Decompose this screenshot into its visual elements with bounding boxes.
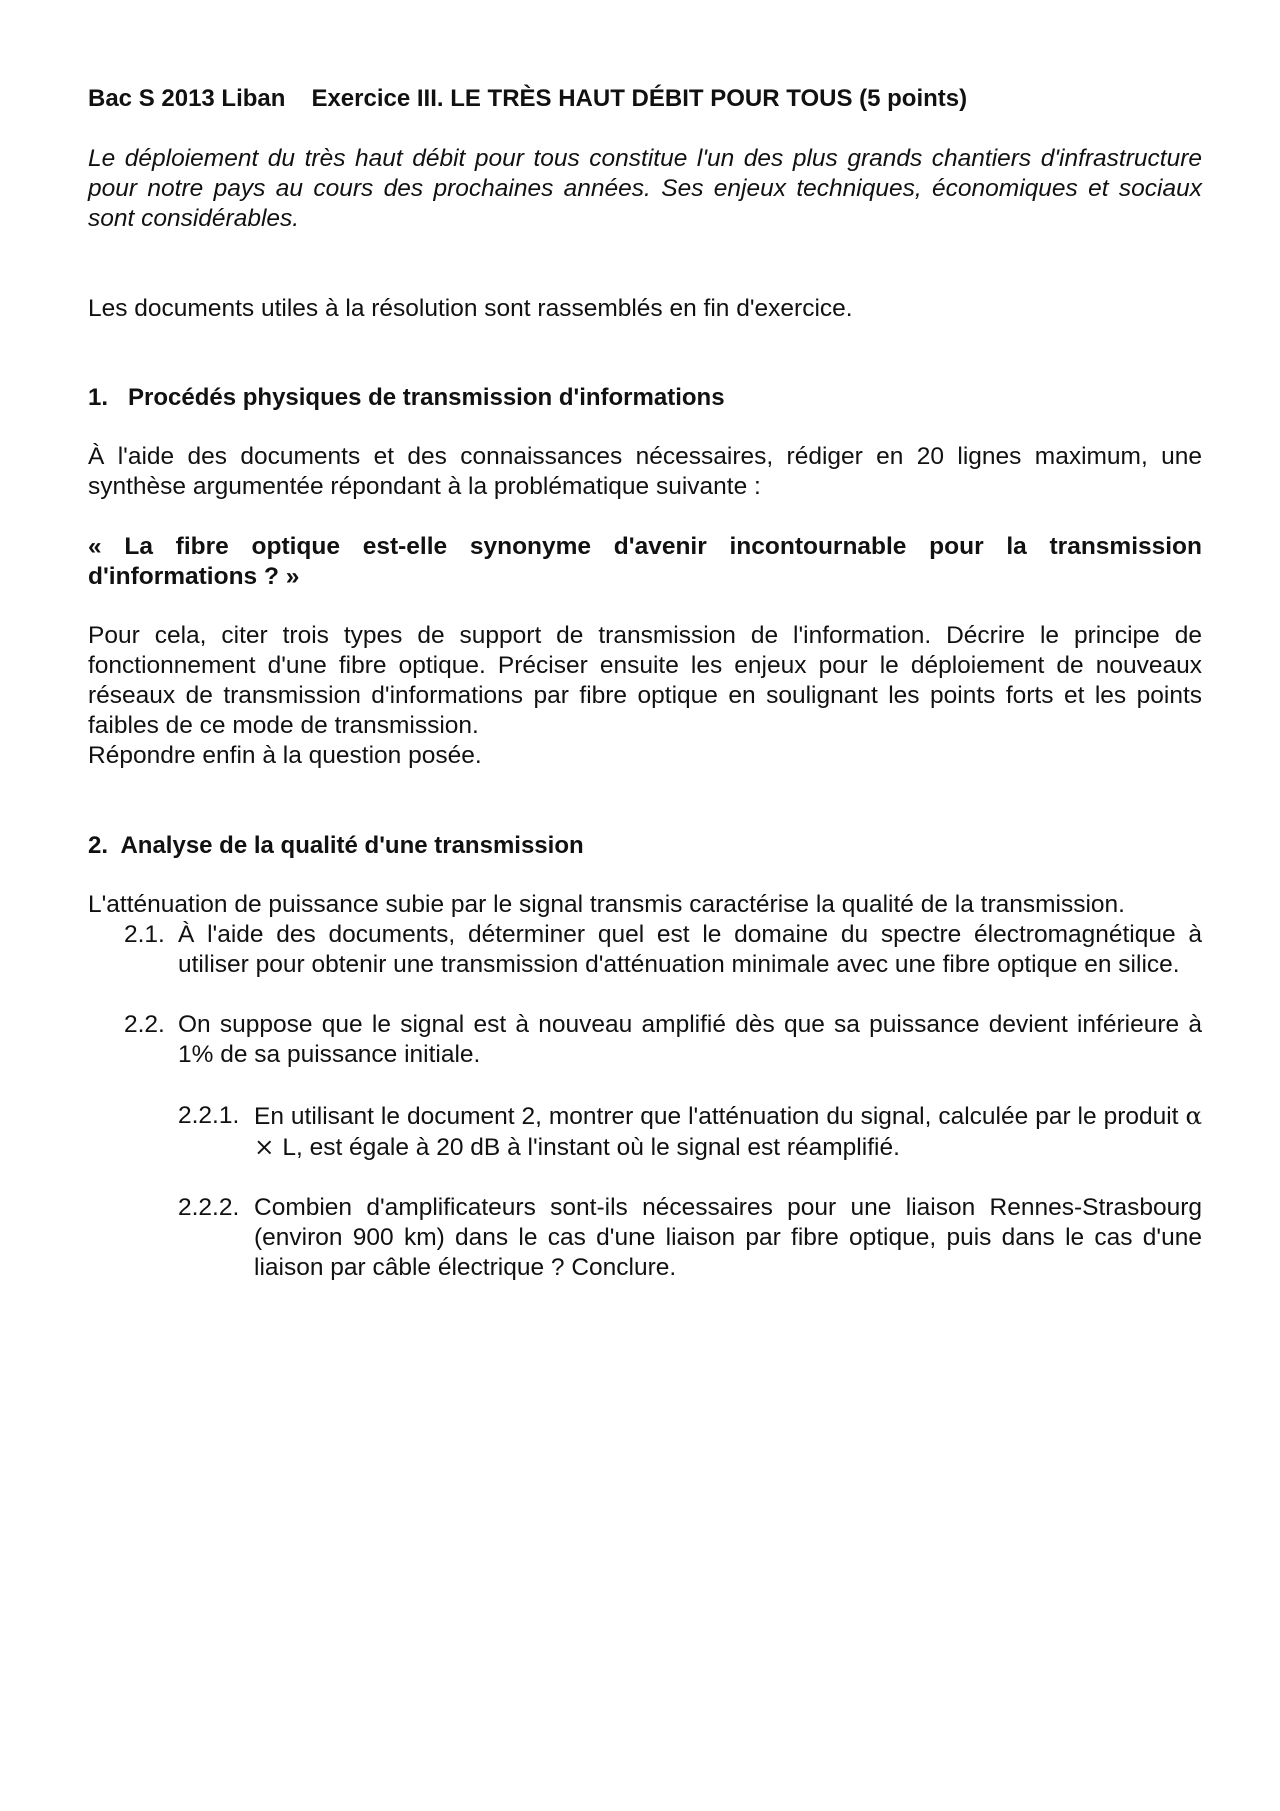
question-number: 2.1. xyxy=(124,921,165,948)
documents-note: Les documents utiles à la résolution sont rassemblés en fin d'exercice. xyxy=(88,295,853,322)
question-text: On suppose que le signal est à nouveau amplifié dès que sa puissance devient inférieure à 1% de sa puissance initiale. xyxy=(178,1011,1202,1068)
problem-statement: « La fibre optique est-elle synonyme d'avenir incontournable pour la transmission d'informations ? » xyxy=(88,533,1202,590)
question-2-2-1 xyxy=(88,1101,1202,1163)
intro-paragraph: Le déploiement du très haut débit pour tous constitue l'un des plus grands chantiers d'infrastructure pour notre pays au cours des prochaines années. Ses enjeux techniques, économiques et sociaux sont considérables. xyxy=(88,145,1202,232)
question-2-2 xyxy=(88,1010,1202,1070)
section-2-heading: 2. Analyse de la qualité d'une transmission xyxy=(88,832,584,859)
question-number: 2.2.1. xyxy=(178,1102,240,1129)
section-2-intro: L'atténuation de puissance subie par le signal transmis caractérise la qualité de la transmission. xyxy=(88,891,1125,918)
question-text: À l'aide des documents, déterminer quel est le domaine du spectre électromagnétique à utiliser pour obtenir une transmission d'atténuation minimale avec une fibre optique en silice. xyxy=(178,921,1202,978)
alpha-times-symbol: α × xyxy=(254,1101,1202,1161)
document-page xyxy=(88,84,1202,1283)
question-2-2-2 xyxy=(88,1193,1202,1283)
question-2-1 xyxy=(88,920,1202,980)
section-1-final-instruction: Répondre enfin à la question posée. xyxy=(88,742,482,769)
question-text xyxy=(254,1101,1202,1163)
question-text-part-a: En utilisant le document 2, montrer que l'atténuation du signal, calculée par le produit xyxy=(254,1103,1179,1130)
exam-label: Bac S 2013 Liban xyxy=(88,85,286,112)
question-number: 2.2. xyxy=(124,1011,165,1038)
exercise-heading: Exercice III. LE TRÈS HAUT DÉBIT POUR TOUS (5 points) xyxy=(311,85,968,112)
section-1-guidance: Pour cela, citer trois types de support de transmission de l'information. Décrire le principe de fonctionnement d'une fibre optique. Préciser ensuite les enjeux pour le déploiement de nouveaux réseaux de transmission d'informations par fibre optique en soulignant les points forts et les points faibles de ce mode de transmission. xyxy=(88,622,1202,739)
question-number: 2.2.2. xyxy=(178,1194,240,1221)
question-text-part-b: L, est égale à 20 dB à l'instant où le signal est réamplifié. xyxy=(282,1134,900,1161)
section-1-heading: 1. Procédés physiques de transmission d'informations xyxy=(88,384,725,411)
question-text: Combien d'amplificateurs sont-ils nécessaires pour une liaison Rennes-Strasbourg (environ 900 km) dans le cas d'une liaison par fibre optique, puis dans le cas d'une liaison par câble électrique ? Conclure. xyxy=(254,1194,1202,1281)
exercise-title xyxy=(88,84,1202,114)
section-1-instructions: À l'aide des documents et des connaissances nécessaires, rédiger en 20 lignes maximum, une synthèse argumentée répondant à la problématique suivante : xyxy=(88,443,1202,500)
